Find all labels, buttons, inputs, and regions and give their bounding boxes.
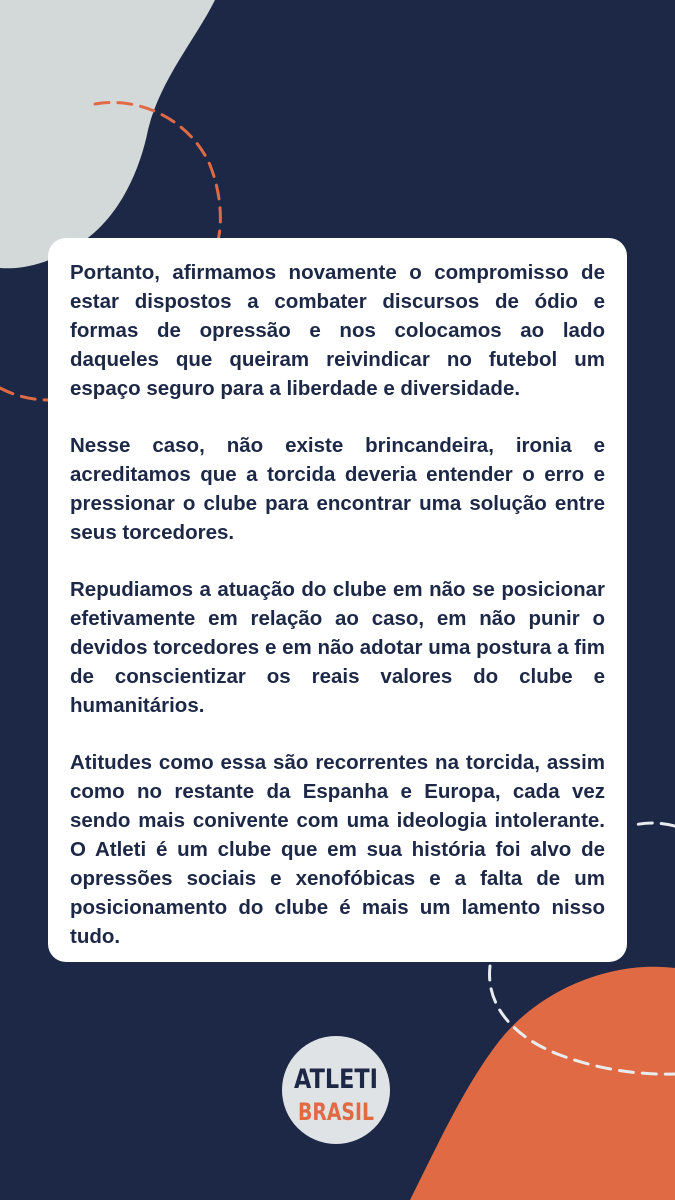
paragraph-4: Atitudes como essa são recorrentes na torcida, assim como no restante da Espanha e Europa, cada vez sendo mais conivente com uma ideologia intolerante. O Atleti é um clube que em sua história foi alvo de opressões sociais e xenofóbicas e a falta de um posicionamento do clube é mais um lamento nisso tudo. xyxy=(70,751,605,948)
white-dashed-arc xyxy=(630,823,675,826)
paragraph-1: Portanto, afirmamos novamente o compromisso de estar dispostos a combater discursos de ódio e formas de opressão e nos colocamos ao lado daqueles que queiram reivindicar no futebol um espaço seguro para a liberdade e diversidade. xyxy=(70,261,605,400)
statement-card xyxy=(48,238,627,962)
grey-blob xyxy=(0,0,215,268)
paragraph-2: Nesse caso, não existe brincandeira, ironia e acreditamos que a torcida deveria entender o erro e pressionar o clube para encontrar uma solução entre seus torcedores. xyxy=(70,434,605,544)
paragraph-3: Repudiamos a atuação do clube em não se posicionar efetivamente em relação ao caso, em não punir o devidos torcedores e em não adotar uma postura a fim de conscientizar os reais valores do clube e humanitários. xyxy=(70,578,605,717)
logo-line-atleti: ATLETI xyxy=(294,1064,378,1095)
atleti-brasil-logo xyxy=(282,1036,390,1144)
orange-blob xyxy=(410,967,675,1200)
orange-dashed-arc-left xyxy=(0,388,48,400)
logo-line-brasil: BRASIL xyxy=(298,1098,374,1126)
